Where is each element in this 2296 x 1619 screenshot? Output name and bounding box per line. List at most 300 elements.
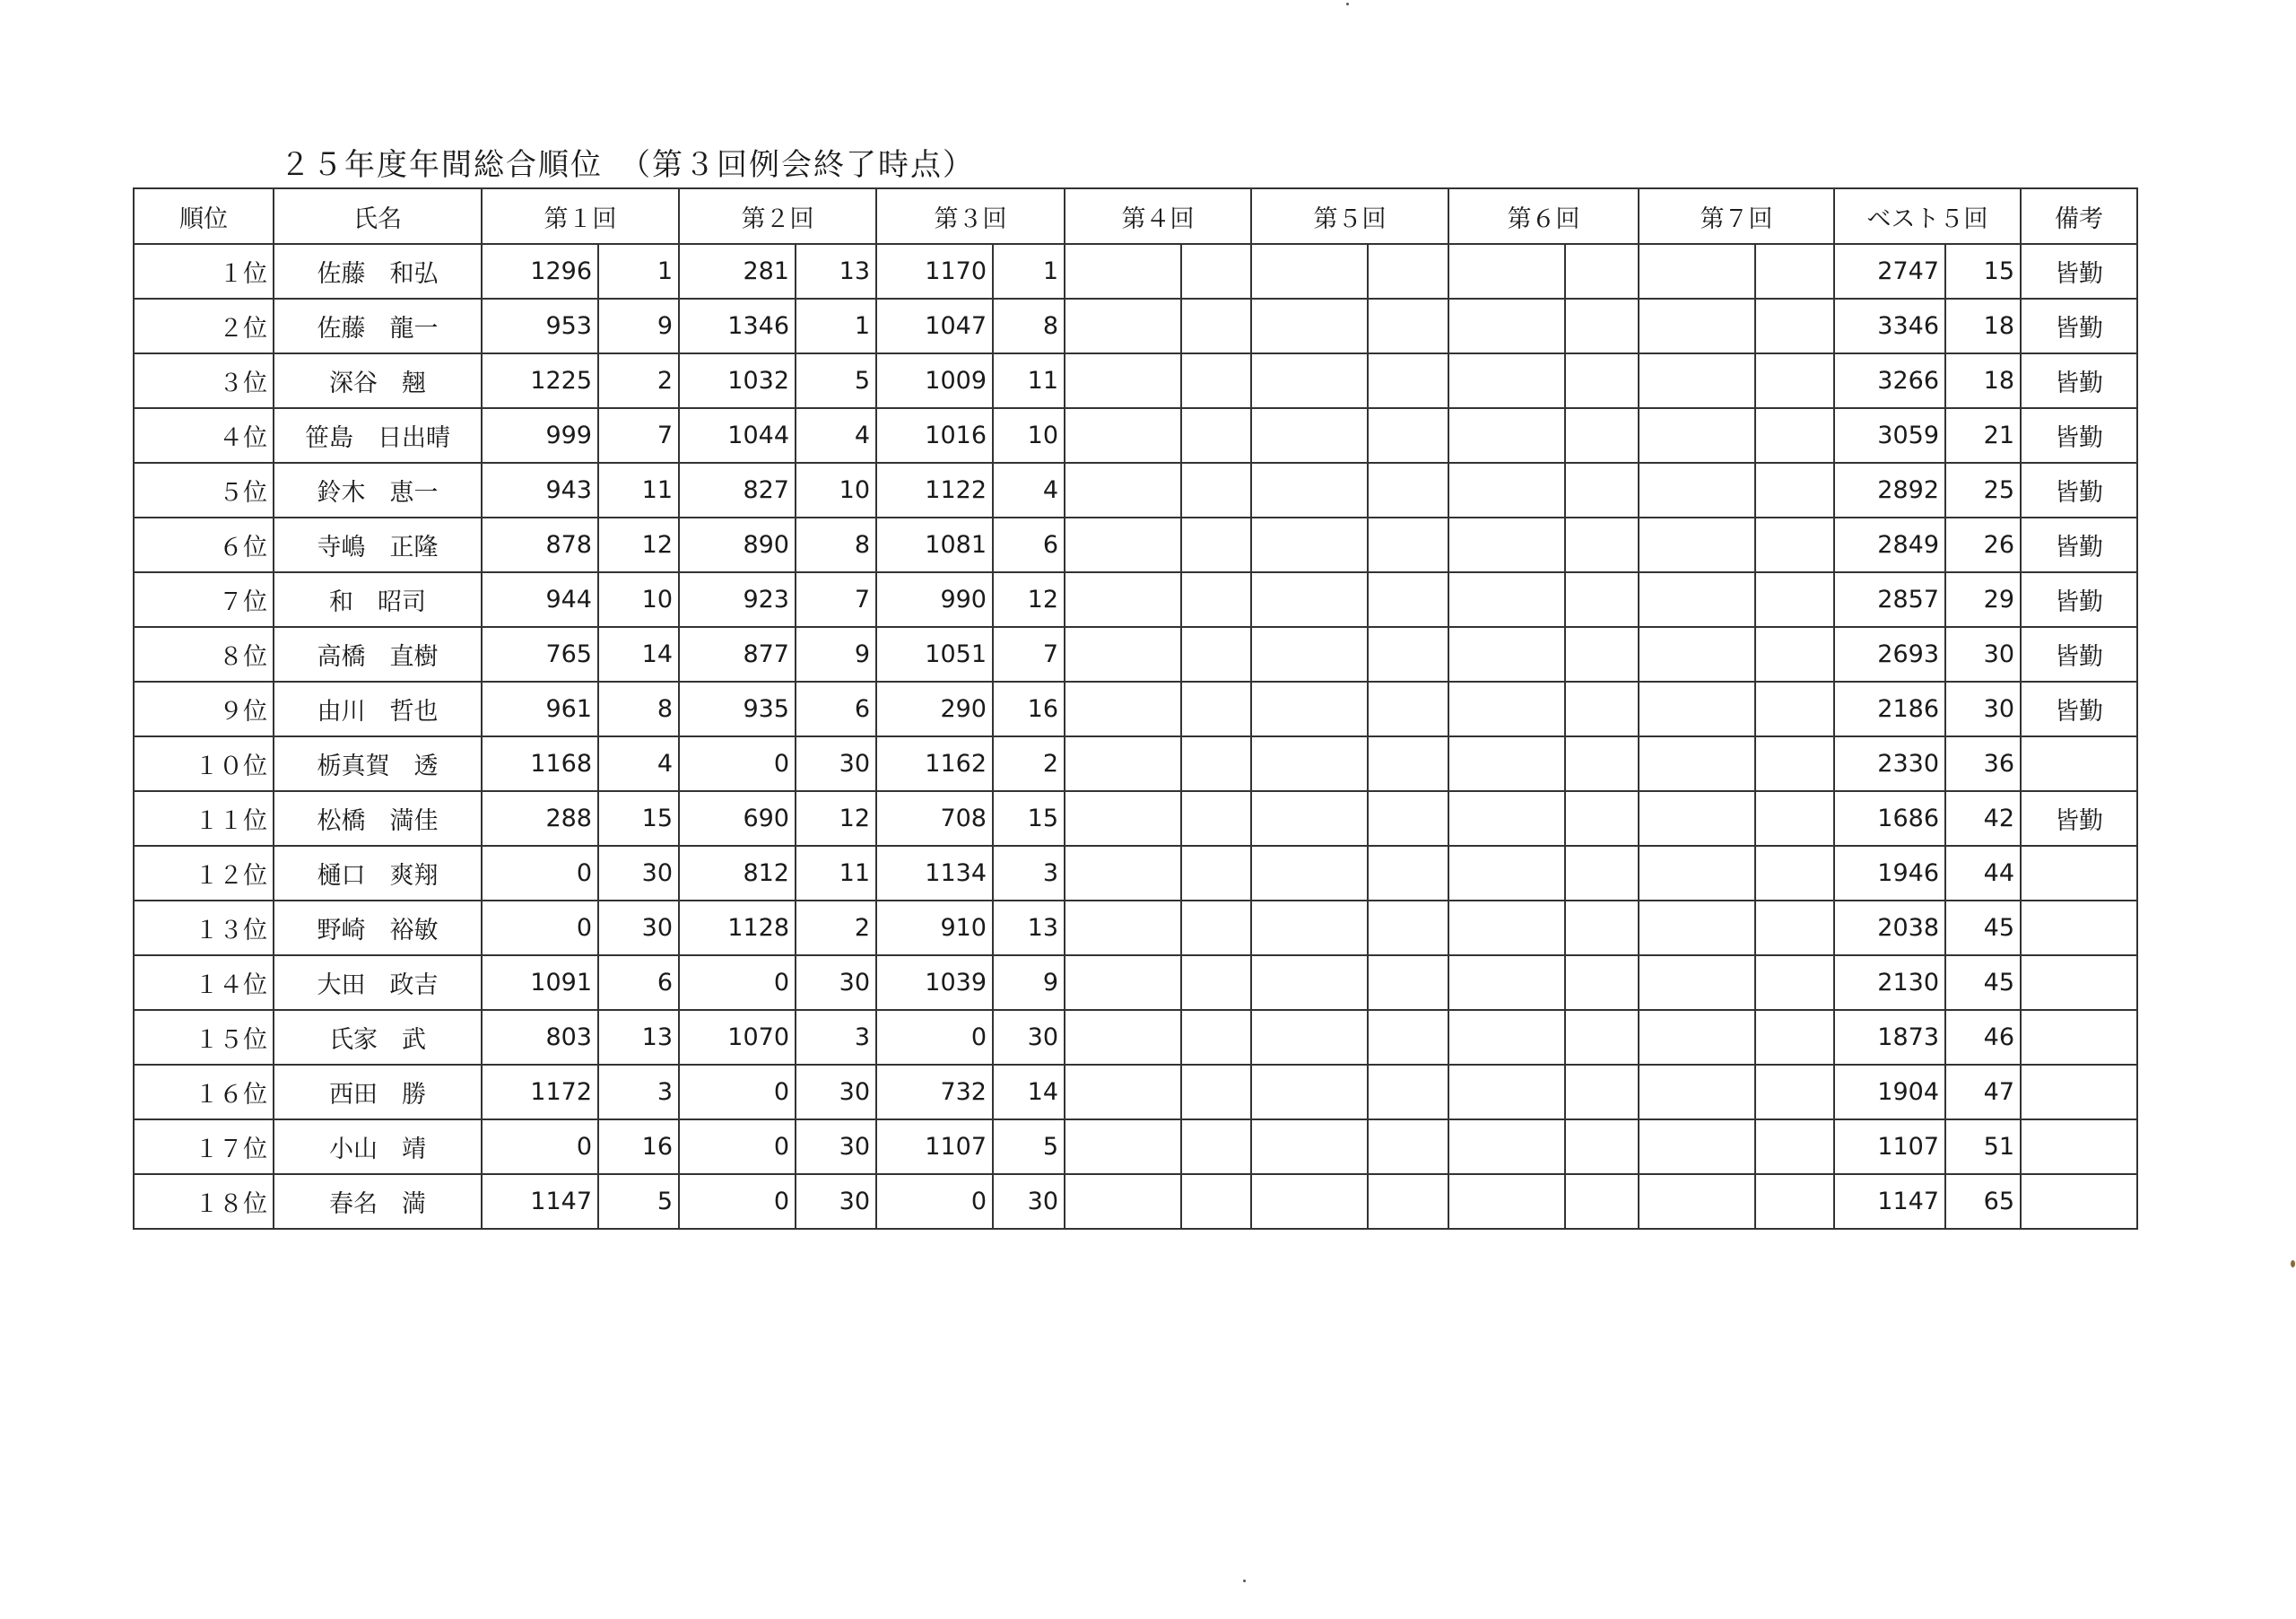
- note-cell: [2021, 1010, 2137, 1065]
- empty-cell: [1065, 955, 1181, 1010]
- round-3-place-cell: 15: [993, 791, 1065, 846]
- best-5-place-cell: 29: [1945, 572, 2021, 627]
- round-2-place-cell: 30: [796, 955, 876, 1010]
- empty-cell: [1755, 1010, 1834, 1065]
- empty-cell: [1065, 1119, 1181, 1174]
- round-3-score-cell: 1009: [876, 353, 993, 408]
- round-3-place-cell: 1: [993, 244, 1065, 299]
- best-5-place-cell: 18: [1945, 353, 2021, 408]
- empty-cell: [1639, 1010, 1755, 1065]
- round-1-place-cell: 14: [598, 627, 679, 682]
- note-cell: 皆勤: [2021, 791, 2137, 846]
- empty-cell: [1181, 955, 1251, 1010]
- round-2-place-cell: 9: [796, 627, 876, 682]
- empty-cell: [1065, 353, 1181, 408]
- best-5-score-cell: 3346: [1834, 299, 1945, 353]
- note-cell: 皆勤: [2021, 627, 2137, 682]
- round-1-place-cell: 30: [598, 846, 679, 901]
- empty-cell: [1065, 1065, 1181, 1119]
- empty-cell: [1251, 572, 1368, 627]
- header-round-7: 第７回: [1639, 188, 1834, 244]
- round-3-place-cell: 5: [993, 1119, 1065, 1174]
- round-2-score-cell: 0: [679, 955, 796, 1010]
- rank-cell: １０位: [134, 736, 274, 791]
- round-1-score-cell: 953: [482, 299, 598, 353]
- round-2-place-cell: 30: [796, 736, 876, 791]
- empty-cell: [1639, 1119, 1755, 1174]
- round-3-score-cell: 1162: [876, 736, 993, 791]
- empty-cell: [1251, 518, 1368, 572]
- empty-cell: [1755, 1119, 1834, 1174]
- round-2-place-cell: 4: [796, 408, 876, 463]
- rank-cell: １４位: [134, 955, 274, 1010]
- rank-cell: １７位: [134, 1119, 274, 1174]
- round-2-score-cell: 0: [679, 1174, 796, 1229]
- empty-cell: [1251, 1065, 1368, 1119]
- round-1-place-cell: 13: [598, 1010, 679, 1065]
- table-row: [134, 572, 2137, 627]
- round-2-place-cell: 13: [796, 244, 876, 299]
- table-row: [134, 846, 2137, 901]
- empty-cell: [1448, 901, 1565, 955]
- empty-cell: [1448, 682, 1565, 736]
- note-cell: [2021, 1119, 2137, 1174]
- best-5-place-cell: 30: [1945, 682, 2021, 736]
- header-best-5: ベスト５回: [1834, 188, 2021, 244]
- rank-cell: １８位: [134, 1174, 274, 1229]
- empty-cell: [1755, 736, 1834, 791]
- empty-cell: [1065, 463, 1181, 518]
- round-2-place-cell: 30: [796, 1174, 876, 1229]
- empty-cell: [1065, 572, 1181, 627]
- best-5-score-cell: 2330: [1834, 736, 1945, 791]
- rank-cell: ８位: [134, 627, 274, 682]
- rank-cell: １１位: [134, 791, 274, 846]
- round-2-place-cell: 3: [796, 1010, 876, 1065]
- round-3-place-cell: 30: [993, 1174, 1065, 1229]
- empty-cell: [1639, 682, 1755, 736]
- empty-cell: [1639, 846, 1755, 901]
- round-2-place-cell: 8: [796, 518, 876, 572]
- empty-cell: [1448, 463, 1565, 518]
- empty-cell: [1181, 846, 1251, 901]
- round-2-place-cell: 11: [796, 846, 876, 901]
- round-3-score-cell: 1051: [876, 627, 993, 682]
- best-5-place-cell: 47: [1945, 1065, 2021, 1119]
- best-5-score-cell: 2130: [1834, 955, 1945, 1010]
- round-3-score-cell: 910: [876, 901, 993, 955]
- note-cell: 皆勤: [2021, 463, 2137, 518]
- empty-cell: [1565, 572, 1639, 627]
- empty-cell: [1565, 627, 1639, 682]
- empty-cell: [1368, 846, 1448, 901]
- table-row: [134, 408, 2137, 463]
- round-3-score-cell: 0: [876, 1010, 993, 1065]
- empty-cell: [1368, 627, 1448, 682]
- note-cell: [2021, 736, 2137, 791]
- round-1-score-cell: 943: [482, 463, 598, 518]
- round-3-score-cell: 1039: [876, 955, 993, 1010]
- round-1-score-cell: 961: [482, 682, 598, 736]
- rank-cell: １５位: [134, 1010, 274, 1065]
- empty-cell: [1181, 1119, 1251, 1174]
- round-2-score-cell: 923: [679, 572, 796, 627]
- empty-cell: [1755, 627, 1834, 682]
- round-2-score-cell: 827: [679, 463, 796, 518]
- empty-cell: [1755, 353, 1834, 408]
- best-5-place-cell: 46: [1945, 1010, 2021, 1065]
- empty-cell: [1565, 299, 1639, 353]
- empty-cell: [1251, 244, 1368, 299]
- note-cell: 皆勤: [2021, 353, 2137, 408]
- round-3-place-cell: 9: [993, 955, 1065, 1010]
- empty-cell: [1448, 353, 1565, 408]
- name-cell: 栃真賀 透: [274, 736, 482, 791]
- rank-cell: １位: [134, 244, 274, 299]
- name-cell: 笹島 日出晴: [274, 408, 482, 463]
- empty-cell: [1368, 463, 1448, 518]
- round-1-score-cell: 288: [482, 791, 598, 846]
- empty-cell: [1368, 1065, 1448, 1119]
- empty-cell: [1065, 846, 1181, 901]
- empty-cell: [1639, 572, 1755, 627]
- empty-cell: [1181, 518, 1251, 572]
- round-3-score-cell: 708: [876, 791, 993, 846]
- name-cell: 春名 満: [274, 1174, 482, 1229]
- best-5-score-cell: 1873: [1834, 1010, 1945, 1065]
- round-2-place-cell: 2: [796, 901, 876, 955]
- empty-cell: [1755, 463, 1834, 518]
- round-3-score-cell: 1134: [876, 846, 993, 901]
- header-notes: 備考: [2021, 188, 2137, 244]
- empty-cell: [1565, 1065, 1639, 1119]
- name-cell: 寺嶋 正隆: [274, 518, 482, 572]
- header-row: [134, 188, 2137, 244]
- note-cell: 皆勤: [2021, 244, 2137, 299]
- empty-cell: [1065, 791, 1181, 846]
- empty-cell: [1565, 518, 1639, 572]
- best-5-place-cell: 15: [1945, 244, 2021, 299]
- table-row: [134, 244, 2137, 299]
- empty-cell: [1448, 244, 1565, 299]
- round-2-place-cell: 1: [796, 299, 876, 353]
- rank-cell: １６位: [134, 1065, 274, 1119]
- page-title: ２５年度年間総合順位 （第３回例会終了時点）: [280, 147, 975, 183]
- round-3-score-cell: 1170: [876, 244, 993, 299]
- best-5-place-cell: 65: [1945, 1174, 2021, 1229]
- empty-cell: [1755, 791, 1834, 846]
- rank-cell: ５位: [134, 463, 274, 518]
- empty-cell: [1565, 1010, 1639, 1065]
- round-1-place-cell: 11: [598, 463, 679, 518]
- round-1-place-cell: 15: [598, 791, 679, 846]
- empty-cell: [1755, 244, 1834, 299]
- header-round-3: 第３回: [876, 188, 1065, 244]
- table-row: [134, 518, 2137, 572]
- note-cell: [2021, 901, 2137, 955]
- empty-cell: [1065, 1174, 1181, 1229]
- round-1-score-cell: 803: [482, 1010, 598, 1065]
- round-1-place-cell: 6: [598, 955, 679, 1010]
- round-3-score-cell: 990: [876, 572, 993, 627]
- round-1-score-cell: 0: [482, 1119, 598, 1174]
- round-2-score-cell: 0: [679, 1065, 796, 1119]
- table-row: [134, 463, 2137, 518]
- empty-cell: [1181, 463, 1251, 518]
- table-body: [134, 244, 2137, 1229]
- table-row: [134, 627, 2137, 682]
- best-5-score-cell: 2857: [1834, 572, 1945, 627]
- note-cell: [2021, 1065, 2137, 1119]
- round-3-place-cell: 10: [993, 408, 1065, 463]
- round-2-score-cell: 1044: [679, 408, 796, 463]
- table-row: [134, 1119, 2137, 1174]
- empty-cell: [1368, 955, 1448, 1010]
- best-5-place-cell: 25: [1945, 463, 2021, 518]
- empty-cell: [1565, 1119, 1639, 1174]
- round-2-score-cell: 812: [679, 846, 796, 901]
- rank-cell: ２位: [134, 299, 274, 353]
- round-1-place-cell: 2: [598, 353, 679, 408]
- empty-cell: [1251, 682, 1368, 736]
- round-2-score-cell: 935: [679, 682, 796, 736]
- empty-cell: [1251, 791, 1368, 846]
- empty-cell: [1181, 1065, 1251, 1119]
- round-2-place-cell: 5: [796, 353, 876, 408]
- header-name: 氏名: [274, 188, 482, 244]
- best-5-score-cell: 1686: [1834, 791, 1945, 846]
- round-2-score-cell: 877: [679, 627, 796, 682]
- empty-cell: [1251, 1010, 1368, 1065]
- empty-cell: [1565, 791, 1639, 846]
- empty-cell: [1181, 627, 1251, 682]
- rank-cell: ４位: [134, 408, 274, 463]
- empty-cell: [1181, 1174, 1251, 1229]
- round-3-score-cell: 1122: [876, 463, 993, 518]
- empty-cell: [1565, 463, 1639, 518]
- empty-cell: [1251, 408, 1368, 463]
- best-5-place-cell: 42: [1945, 791, 2021, 846]
- table-row: [134, 353, 2137, 408]
- empty-cell: [1448, 846, 1565, 901]
- empty-cell: [1565, 901, 1639, 955]
- empty-cell: [1181, 572, 1251, 627]
- round-1-place-cell: 4: [598, 736, 679, 791]
- header-round-5: 第５回: [1251, 188, 1448, 244]
- best-5-score-cell: 3266: [1834, 353, 1945, 408]
- empty-cell: [1639, 408, 1755, 463]
- round-1-place-cell: 7: [598, 408, 679, 463]
- empty-cell: [1755, 299, 1834, 353]
- round-2-place-cell: 10: [796, 463, 876, 518]
- empty-cell: [1368, 682, 1448, 736]
- note-cell: 皆勤: [2021, 682, 2137, 736]
- empty-cell: [1368, 1010, 1448, 1065]
- empty-cell: [1755, 572, 1834, 627]
- best-5-score-cell: 2038: [1834, 901, 1945, 955]
- round-2-score-cell: 890: [679, 518, 796, 572]
- empty-cell: [1368, 518, 1448, 572]
- empty-cell: [1181, 408, 1251, 463]
- round-3-place-cell: 3: [993, 846, 1065, 901]
- empty-cell: [1065, 901, 1181, 955]
- note-cell: [2021, 846, 2137, 901]
- round-2-score-cell: 1128: [679, 901, 796, 955]
- empty-cell: [1755, 1065, 1834, 1119]
- header-round-6: 第６回: [1448, 188, 1639, 244]
- best-5-score-cell: 2849: [1834, 518, 1945, 572]
- round-3-place-cell: 6: [993, 518, 1065, 572]
- round-1-place-cell: 9: [598, 299, 679, 353]
- best-5-place-cell: 51: [1945, 1119, 2021, 1174]
- round-1-place-cell: 30: [598, 901, 679, 955]
- empty-cell: [1065, 736, 1181, 791]
- empty-cell: [1181, 299, 1251, 353]
- best-5-score-cell: 2747: [1834, 244, 1945, 299]
- empty-cell: [1565, 353, 1639, 408]
- note-cell: [2021, 955, 2137, 1010]
- empty-cell: [1639, 955, 1755, 1010]
- empty-cell: [1639, 353, 1755, 408]
- round-3-place-cell: 13: [993, 901, 1065, 955]
- best-5-score-cell: 1946: [1834, 846, 1945, 901]
- table-row: [134, 299, 2137, 353]
- empty-cell: [1448, 572, 1565, 627]
- empty-cell: [1565, 244, 1639, 299]
- empty-cell: [1448, 518, 1565, 572]
- empty-cell: [1181, 791, 1251, 846]
- table-row: [134, 736, 2137, 791]
- note-cell: [2021, 1174, 2137, 1229]
- best-5-place-cell: 18: [1945, 299, 2021, 353]
- round-3-place-cell: 11: [993, 353, 1065, 408]
- round-3-score-cell: 0: [876, 1174, 993, 1229]
- empty-cell: [1565, 1174, 1639, 1229]
- name-cell: 佐藤 和弘: [274, 244, 482, 299]
- empty-cell: [1065, 299, 1181, 353]
- header-round-4: 第４回: [1065, 188, 1251, 244]
- table-row: [134, 1065, 2137, 1119]
- empty-cell: [1755, 408, 1834, 463]
- round-2-score-cell: 690: [679, 791, 796, 846]
- empty-cell: [1639, 1065, 1755, 1119]
- rank-cell: ７位: [134, 572, 274, 627]
- header-round-1: 第１回: [482, 188, 679, 244]
- rank-cell: ３位: [134, 353, 274, 408]
- ranking-table: [133, 187, 2138, 1230]
- empty-cell: [1368, 572, 1448, 627]
- empty-cell: [1065, 518, 1181, 572]
- empty-cell: [1368, 901, 1448, 955]
- best-5-place-cell: 30: [1945, 627, 2021, 682]
- best-5-place-cell: 45: [1945, 955, 2021, 1010]
- empty-cell: [1251, 627, 1368, 682]
- empty-cell: [1448, 1174, 1565, 1229]
- empty-cell: [1065, 627, 1181, 682]
- note-cell: 皆勤: [2021, 408, 2137, 463]
- empty-cell: [1639, 901, 1755, 955]
- empty-cell: [1181, 901, 1251, 955]
- empty-cell: [1565, 736, 1639, 791]
- empty-cell: [1368, 353, 1448, 408]
- round-2-place-cell: 30: [796, 1065, 876, 1119]
- round-3-place-cell: 30: [993, 1010, 1065, 1065]
- round-1-score-cell: 0: [482, 846, 598, 901]
- round-1-score-cell: 944: [482, 572, 598, 627]
- round-3-score-cell: 1016: [876, 408, 993, 463]
- name-cell: 深谷 翹: [274, 353, 482, 408]
- empty-cell: [1448, 791, 1565, 846]
- name-cell: 佐藤 龍一: [274, 299, 482, 353]
- round-1-score-cell: 1296: [482, 244, 598, 299]
- scan-speck: [2291, 1260, 2295, 1267]
- name-cell: 大田 政吉: [274, 955, 482, 1010]
- round-1-score-cell: 1091: [482, 955, 598, 1010]
- name-cell: 高橋 直樹: [274, 627, 482, 682]
- empty-cell: [1251, 463, 1368, 518]
- empty-cell: [1639, 791, 1755, 846]
- rank-cell: ６位: [134, 518, 274, 572]
- empty-cell: [1448, 408, 1565, 463]
- empty-cell: [1639, 736, 1755, 791]
- empty-cell: [1368, 791, 1448, 846]
- empty-cell: [1755, 846, 1834, 901]
- empty-cell: [1448, 955, 1565, 1010]
- round-1-place-cell: 8: [598, 682, 679, 736]
- best-5-score-cell: 2892: [1834, 463, 1945, 518]
- round-1-place-cell: 3: [598, 1065, 679, 1119]
- round-3-place-cell: 14: [993, 1065, 1065, 1119]
- empty-cell: [1065, 244, 1181, 299]
- rank-cell: ９位: [134, 682, 274, 736]
- round-2-score-cell: 281: [679, 244, 796, 299]
- round-1-score-cell: 1172: [482, 1065, 598, 1119]
- empty-cell: [1639, 463, 1755, 518]
- round-1-place-cell: 16: [598, 1119, 679, 1174]
- name-cell: 由川 哲也: [274, 682, 482, 736]
- empty-cell: [1755, 955, 1834, 1010]
- empty-cell: [1448, 1065, 1565, 1119]
- round-3-score-cell: 1081: [876, 518, 993, 572]
- empty-cell: [1755, 682, 1834, 736]
- round-2-place-cell: 12: [796, 791, 876, 846]
- name-cell: 松橋 満佳: [274, 791, 482, 846]
- empty-cell: [1565, 408, 1639, 463]
- round-1-score-cell: 0: [482, 901, 598, 955]
- empty-cell: [1251, 1174, 1368, 1229]
- header-rank: 順位: [134, 188, 274, 244]
- empty-cell: [1448, 736, 1565, 791]
- round-3-place-cell: 7: [993, 627, 1065, 682]
- empty-cell: [1565, 846, 1639, 901]
- round-2-score-cell: 1346: [679, 299, 796, 353]
- empty-cell: [1065, 408, 1181, 463]
- scan-speck: [1243, 1580, 1246, 1582]
- best-5-place-cell: 44: [1945, 846, 2021, 901]
- round-3-place-cell: 12: [993, 572, 1065, 627]
- round-3-place-cell: 16: [993, 682, 1065, 736]
- empty-cell: [1251, 353, 1368, 408]
- round-3-place-cell: 2: [993, 736, 1065, 791]
- round-2-score-cell: 0: [679, 736, 796, 791]
- best-5-score-cell: 1904: [1834, 1065, 1945, 1119]
- note-cell: 皆勤: [2021, 299, 2137, 353]
- table-row: [134, 955, 2137, 1010]
- empty-cell: [1181, 1010, 1251, 1065]
- empty-cell: [1639, 1174, 1755, 1229]
- table-row: [134, 682, 2137, 736]
- empty-cell: [1639, 299, 1755, 353]
